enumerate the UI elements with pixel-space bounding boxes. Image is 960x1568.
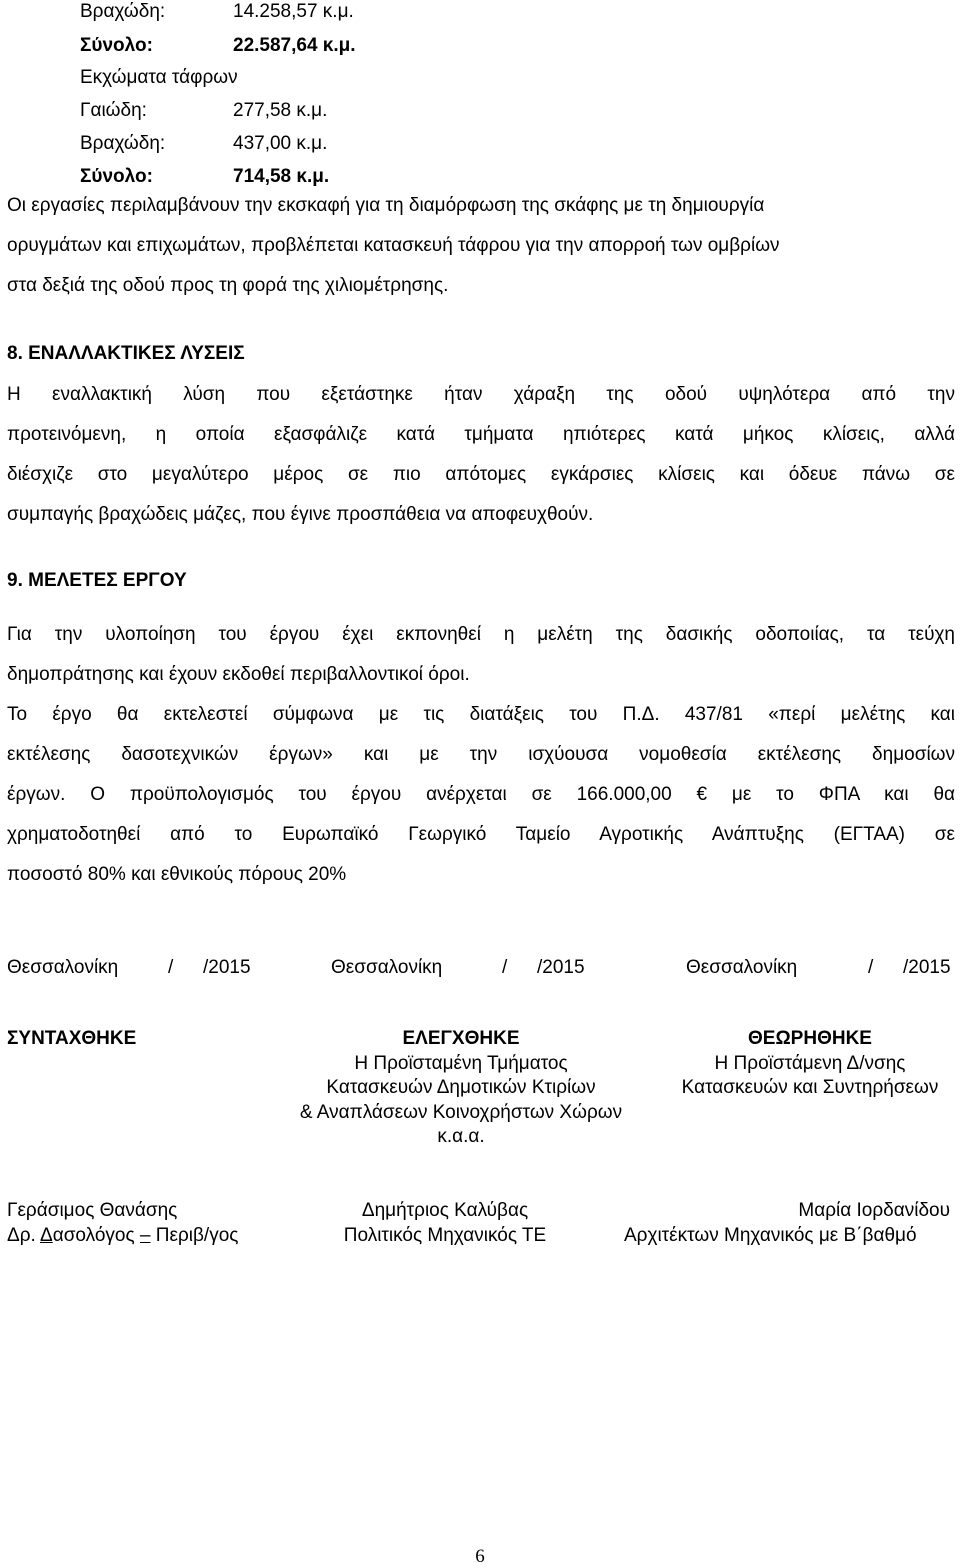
date-year: /2015 bbox=[903, 957, 951, 978]
paragraph-line: Η εναλλακτική λύση που εξετάστηκε ήταν χάραξη της οδού υψηλότερα από την bbox=[7, 384, 955, 405]
role-middle: ασολόγος bbox=[52, 1224, 140, 1246]
section-9-heading: 9. ΜΕΛΕΤΕΣ ΕΡΓΟΥ bbox=[7, 570, 187, 591]
approval-line: & Αναπλάσεων Κοινοχρήστων Χώρων bbox=[299, 1101, 623, 1123]
date-slash: / bbox=[168, 957, 174, 978]
role-prefix: Δρ. bbox=[7, 1224, 41, 1246]
approval-endorsed-title: ΘΕΩΡΗΘΗΚΕ bbox=[748, 1028, 872, 1049]
quantity-value: 14.258,57 κ.μ. bbox=[233, 1, 354, 22]
paragraph-line: Για την υλοποίηση του έργου έχει εκπονηθεί η μελέτη της δασικής οδοποιίας, τα τεύχη bbox=[7, 624, 955, 645]
paragraph-line: προτεινόμενη, η οποία εξασφάλιζε κατά τμήματα ηπιότερες κατά μήκος κλίσεις, αλλά bbox=[7, 424, 955, 445]
quantity-label: Βραχώδη: bbox=[80, 1, 166, 22]
section-9-body-a-last bbox=[7, 655, 955, 695]
section-8-heading: 8. ΕΝΑΛΛΑΚΤΙΚΕΣ ΛΥΣΕΙΣ bbox=[7, 343, 245, 364]
approval-line: Η Προϊστάμενη Δ/νσης bbox=[714, 1052, 906, 1074]
date-city: Θεσσαλονίκη bbox=[331, 957, 443, 978]
paragraph-line: Το έργο θα εκτελεστεί σύμφωνα με τις διατάξεις του Π.Δ. 437/81 «περί μελέτης και bbox=[7, 704, 955, 725]
signatory-role bbox=[7, 1224, 238, 1249]
quantity-total-label: Σύνολο: bbox=[80, 166, 153, 187]
signatory-name: Γεράσιμος Θανάσης bbox=[7, 1200, 178, 1221]
approval-checked-block bbox=[246, 1027, 676, 1150]
signatory-role: Πολιτικός Μηχανικός ΤΕ bbox=[343, 1224, 547, 1246]
section-9-body-b bbox=[7, 695, 955, 855]
paragraph-line: δημοπράτησης και έχουν εκδοθεί περιβαλλοντικοί όροι. bbox=[7, 664, 470, 685]
section-9-body-a bbox=[7, 615, 955, 655]
role-dash: – bbox=[139, 1224, 151, 1246]
date-city: Θεσσαλονίκη bbox=[7, 957, 119, 978]
quantity-total-label: Σύνολο: bbox=[80, 35, 153, 56]
paragraph-line: ποσοστό 80% και εθνικούς πόρους 20% bbox=[7, 864, 347, 885]
paragraph-line: εκτέλεσης δασοτεχνικών έργων» και με την ισχύουσα νομοθεσία εκτέλεσης δημοσίων bbox=[7, 744, 955, 765]
quantity-label: Βραχώδη: bbox=[80, 133, 166, 154]
paragraph-line: έργων. Ο προϋπολογισμός του έργου ανέρχεται σε 166.000,00 € με το ΦΠΑ και θα bbox=[7, 784, 955, 805]
quantity-total-value: 22.587,64 κ.μ. bbox=[233, 35, 356, 56]
date-year: /2015 bbox=[203, 957, 251, 978]
paragraph-line: Οι εργασίες περιλαμβάνουν την εκσκαφή για τη διαμόρφωση της σκάφης με τη δημιουργία bbox=[7, 195, 765, 216]
approval-endorsed-block bbox=[660, 1027, 960, 1101]
page-number: 6 bbox=[475, 1546, 485, 1567]
quantity-subheading: Εκχώματα τάφρων bbox=[80, 67, 238, 88]
date-slash: / bbox=[502, 957, 508, 978]
quantity-label: Γαιώδη: bbox=[80, 100, 147, 121]
paragraph-line: ορυγμάτων και επιχωμάτων, προβλέπεται κατασκευή τάφρου για την απορροή των ομβρίων bbox=[7, 235, 780, 256]
quantity-total-value: 714,58 κ.μ. bbox=[233, 166, 330, 187]
role-suffix: Περιβ/γος bbox=[150, 1224, 239, 1246]
signatory-role: Αρχιτέκτων Μηχανικός με Β΄βαθμό bbox=[624, 1224, 917, 1246]
approval-line: Κατασκευών και Συντηρήσεων bbox=[681, 1077, 939, 1098]
paragraph-line: διέσχιζε στο μεγαλύτερο μέρος σε πιο απότομες εγκάρσιες κλίσεις και όδευε πάνω σε bbox=[7, 464, 955, 485]
signatory-1 bbox=[7, 1199, 238, 1248]
date-year: /2015 bbox=[537, 957, 585, 978]
approval-compiled-title: ΣΥΝΤΑΧΘΗΚΕ bbox=[7, 1028, 137, 1049]
approval-checked-title: ΕΛΕΓΧΘΗΚΕ bbox=[402, 1028, 520, 1049]
role-underlined: Δ bbox=[40, 1224, 53, 1246]
signatory-name: Μαρία Ιορδανίδου bbox=[798, 1200, 950, 1221]
section-8-body-last bbox=[7, 495, 955, 535]
quantity-value: 277,58 κ.μ. bbox=[233, 100, 328, 121]
signatory-name: Δημήτριος Καλύβας bbox=[361, 1200, 529, 1221]
section-8-body bbox=[7, 375, 955, 495]
signatory-3 bbox=[624, 1199, 950, 1248]
paragraph-line: συμπαγής βραχώδεις μάζες, που έγινε προσπάθεια να αποφευχθούν. bbox=[7, 504, 594, 525]
paragraph-line: χρηματοδοτηθεί από το Ευρωπαϊκό Γεωργικό Ταμείο Αγροτικής Ανάπτυξης (ΕΓΤΑΑ) σε bbox=[7, 824, 955, 845]
works-paragraph bbox=[7, 186, 955, 306]
date-city: Θεσσαλονίκη bbox=[686, 957, 798, 978]
paragraph-line: στα δεξιά της οδού προς τη φορά της χιλιομέτρησης. bbox=[7, 275, 449, 296]
date-slash: / bbox=[868, 957, 874, 978]
approval-line: Κατασκευών Δημοτικών Κτιρίων bbox=[326, 1077, 596, 1098]
approval-line: Η Προϊσταμένη Τμήματος bbox=[354, 1052, 568, 1074]
signatory-2 bbox=[300, 1199, 590, 1248]
approval-line: κ.α.α. bbox=[437, 1126, 485, 1147]
quantity-value: 437,00 κ.μ. bbox=[233, 133, 328, 154]
section-9-body-b-last bbox=[7, 855, 955, 895]
